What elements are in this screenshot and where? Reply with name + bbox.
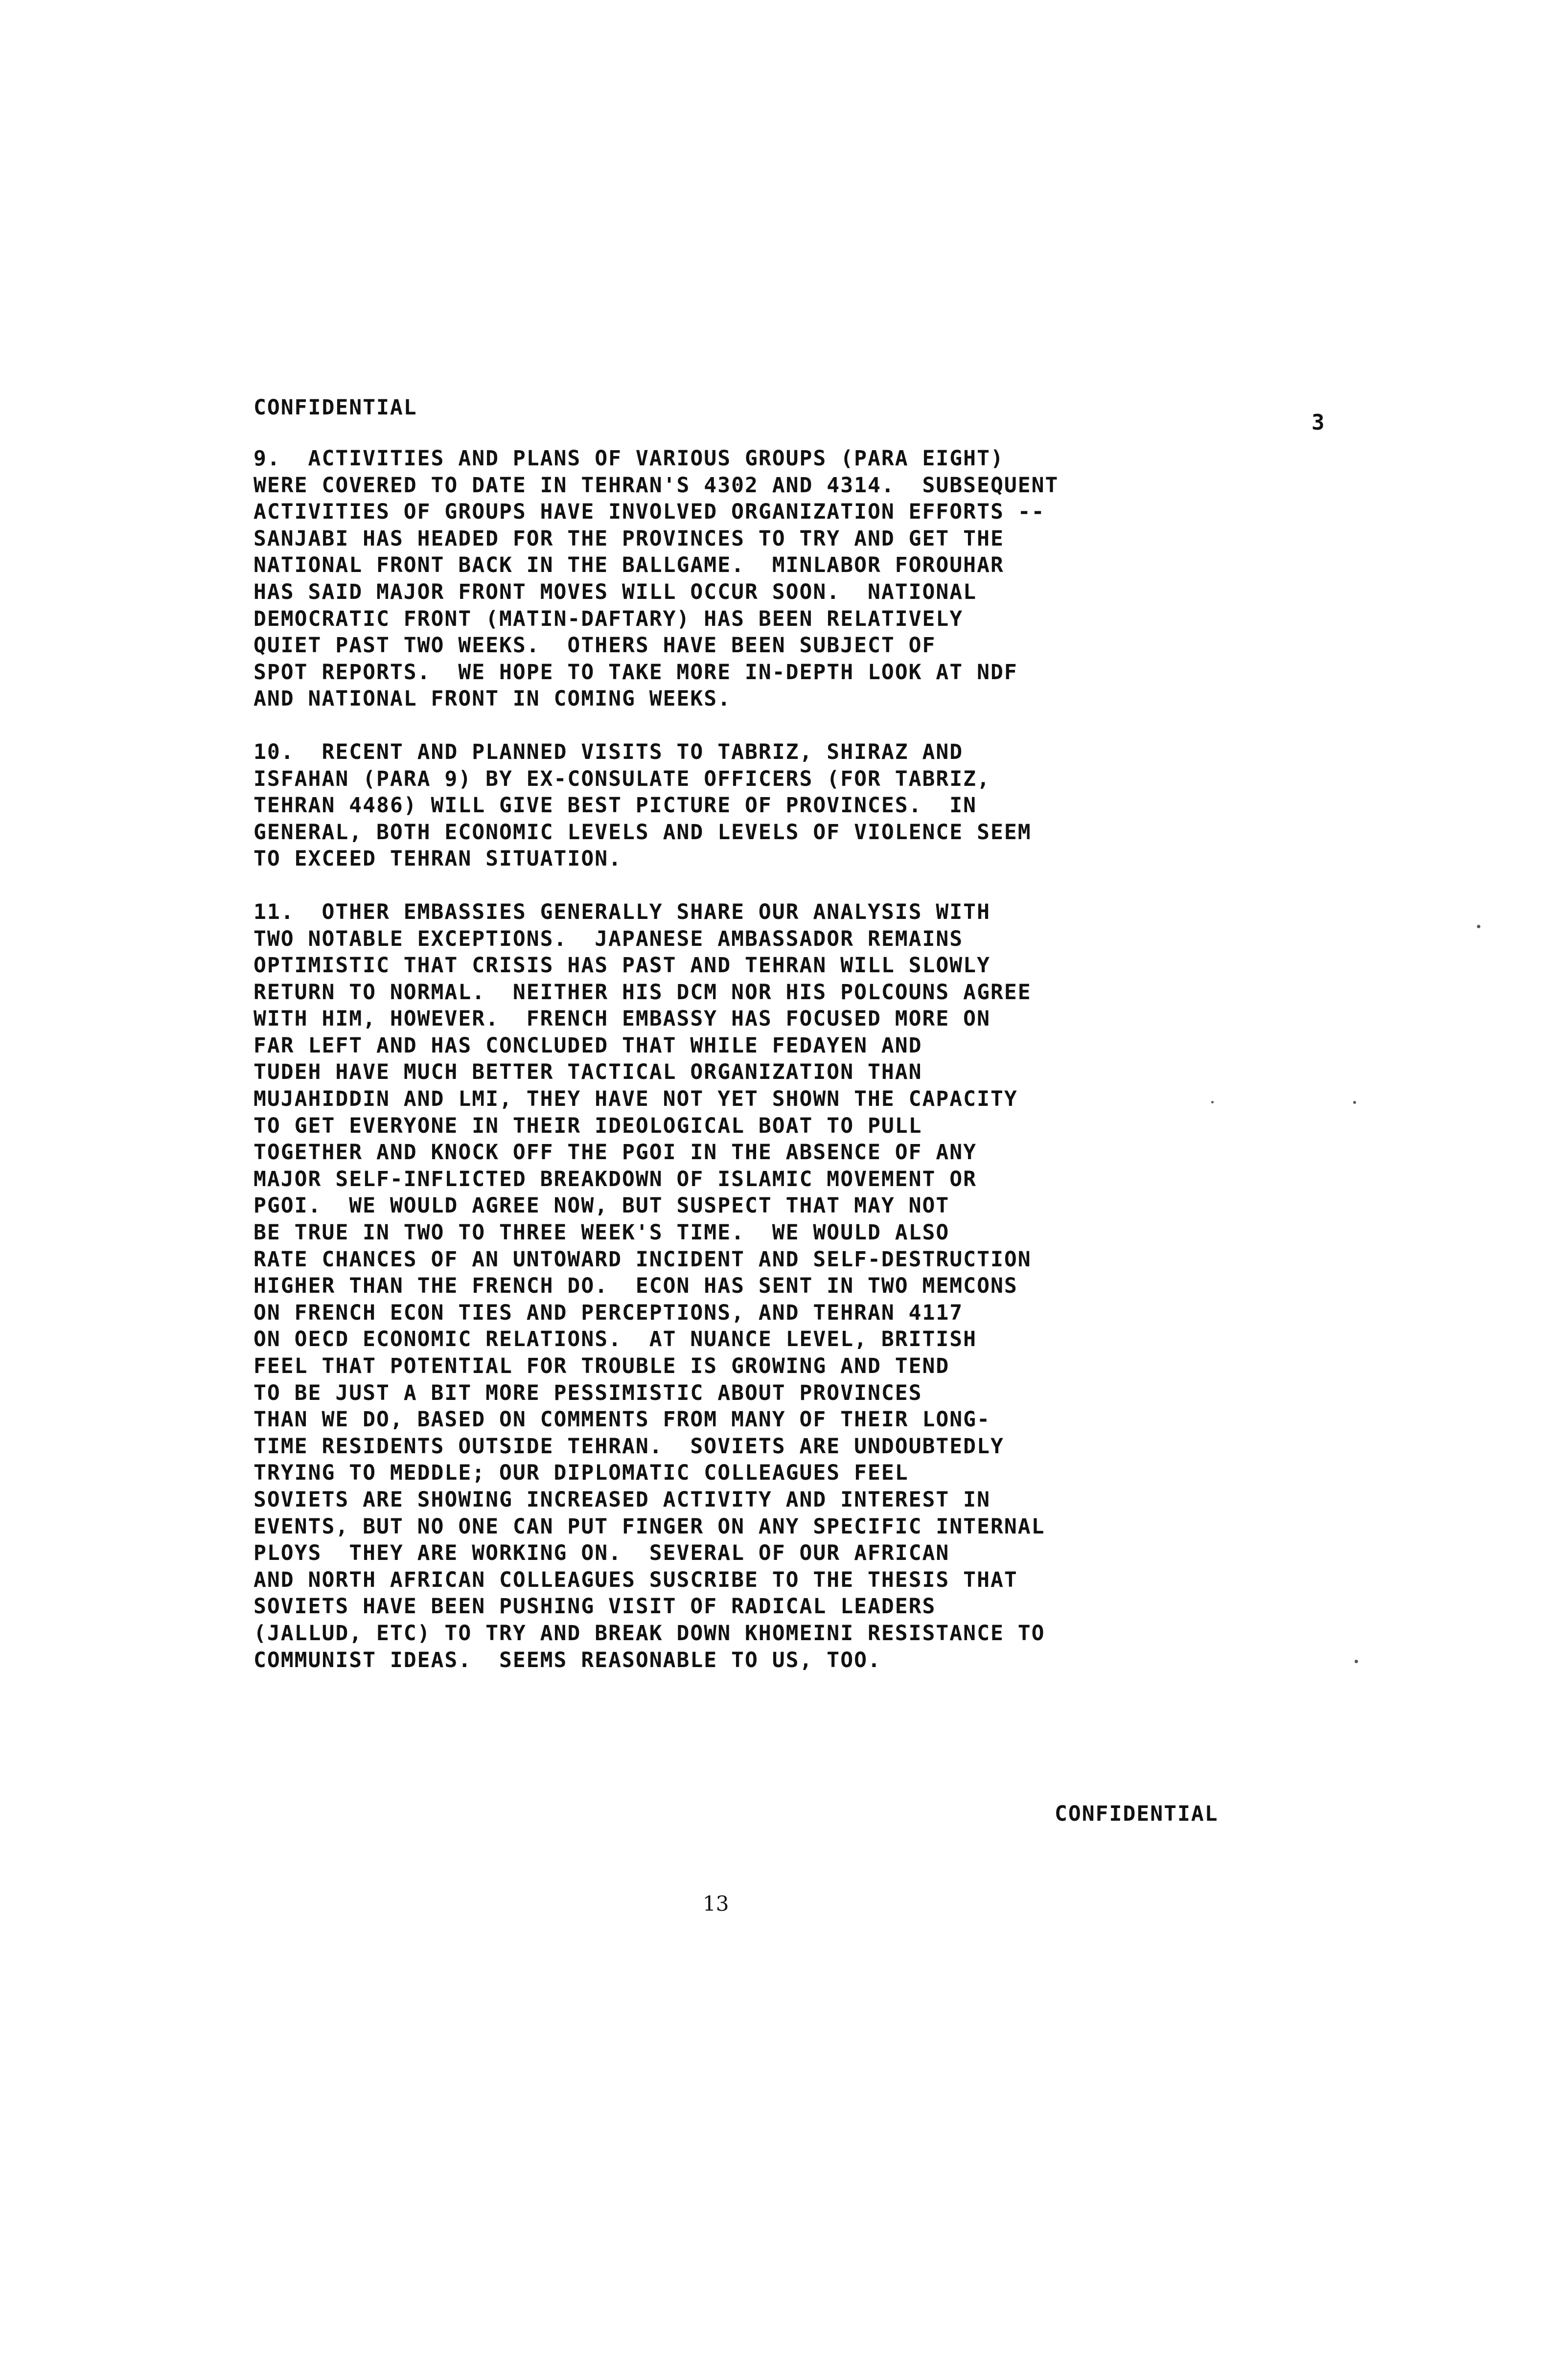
paragraph [253, 739, 1477, 872]
text-line: RETURN TO NORMAL. NEITHER HIS DCM NOR HIS POLCOUNS AGREE [253, 980, 1032, 1005]
text-line: 9. ACTIVITIES AND PLANS OF VARIOUS GROUPS (PARA EIGHT) [253, 446, 1004, 471]
page-number-bottom: 13 [703, 1892, 729, 1916]
text-line: DEMOCRATIC FRONT (MATIN-DAFTARY) HAS BEEN RELATIVELY [253, 606, 964, 631]
text-line: AND NORTH AFRICAN COLLEAGUES SUSCRIBE TO THE THESIS THAT [253, 1567, 1018, 1592]
document-body [253, 445, 1477, 1700]
text-line: MUJAHIDDIN AND LMI, THEY HAVE NOT YET SHOWN THE CAPACITY [253, 1087, 1018, 1112]
paragraph [253, 899, 1477, 1673]
page-number-top: 3 [1312, 410, 1325, 435]
text-line: (JALLUD, ETC) TO TRY AND BREAK DOWN KHOMEINI RESISTANCE TO [253, 1621, 1045, 1646]
text-line: BE TRUE IN TWO TO THREE WEEK'S TIME. WE WOULD ALSO [253, 1220, 950, 1245]
text-line: PGOI. WE WOULD AGREE NOW, BUT SUSPECT THAT MAY NOT [253, 1193, 950, 1218]
text-line: GENERAL, BOTH ECONOMIC LEVELS AND LEVELS OF VIOLENCE SEEM [253, 820, 1032, 845]
scan-speck [1477, 925, 1480, 928]
classification-header: CONFIDENTIAL [253, 395, 417, 420]
text-line: FEEL THAT POTENTIAL FOR TROUBLE IS GROWING AND TEND [253, 1354, 950, 1378]
text-line: TEHRAN 4486) WILL GIVE BEST PICTURE OF PROVINCES. IN [253, 793, 977, 818]
scan-speck [1355, 1660, 1358, 1663]
text-line: TWO NOTABLE EXCEPTIONS. JAPANESE AMBASSADOR REMAINS [253, 926, 964, 951]
text-line: RATE CHANCES OF AN UNTOWARD INCIDENT AND SELF-DESTRUCTION [253, 1247, 1032, 1272]
scan-speck [1353, 1101, 1356, 1104]
text-line: SOVIETS HAVE BEEN PUSHING VISIT OF RADICAL LEADERS [253, 1594, 936, 1619]
text-line: TIME RESIDENTS OUTSIDE TEHRAN. SOVIETS ARE UNDOUBTEDLY [253, 1434, 1004, 1459]
text-line: OPTIMISTIC THAT CRISIS HAS PAST AND TEHRAN WILL SLOWLY [253, 953, 990, 978]
text-line: PLOYS THEY ARE WORKING ON. SEVERAL OF OUR AFRICAN [253, 1541, 950, 1566]
text-line: TUDEH HAVE MUCH BETTER TACTICAL ORGANIZATION THAN [253, 1060, 922, 1085]
text-line: WITH HIM, HOWEVER. FRENCH EMBASSY HAS FOCUSED MORE ON [253, 1007, 990, 1031]
text-line: SPOT REPORTS. WE HOPE TO TAKE MORE IN-DEPTH LOOK AT NDF [253, 660, 1018, 685]
classification-footer: CONFIDENTIAL [1055, 1802, 1219, 1826]
text-line: NATIONAL FRONT BACK IN THE BALLGAME. MINLABOR FOROUHAR [253, 553, 1004, 578]
text-line: 11. OTHER EMBASSIES GENERALLY SHARE OUR ANALYSIS WITH [253, 899, 990, 924]
text-line: THAN WE DO, BASED ON COMMENTS FROM MANY OF THEIR LONG- [253, 1407, 990, 1432]
text-line: TO BE JUST A BIT MORE PESSIMISTIC ABOUT PROVINCES [253, 1380, 922, 1405]
text-line: 10. RECENT AND PLANNED VISITS TO TABRIZ, SHIRAZ AND [253, 739, 964, 764]
text-line: MAJOR SELF-INFLICTED BREAKDOWN OF ISLAMIC MOVEMENT OR [253, 1167, 977, 1191]
text-line: QUIET PAST TWO WEEKS. OTHERS HAVE BEEN SUBJECT OF [253, 633, 936, 658]
paragraph [253, 445, 1477, 712]
text-line: ON FRENCH ECON TIES AND PERCEPTIONS, AND TEHRAN 4117 [253, 1300, 964, 1325]
text-line: TO GET EVERYONE IN THEIR IDEOLOGICAL BOAT TO PULL [253, 1113, 922, 1138]
text-line: HAS SAID MAJOR FRONT MOVES WILL OCCUR SOON. NATIONAL [253, 579, 977, 604]
text-line: WERE COVERED TO DATE IN TEHRAN'S 4302 AND 4314. SUBSEQUENT [253, 473, 1059, 498]
text-line: TOGETHER AND KNOCK OFF THE PGOI IN THE ABSENCE OF ANY [253, 1140, 977, 1165]
text-line: ACTIVITIES OF GROUPS HAVE INVOLVED ORGANIZATION EFFORTS -- [253, 500, 1045, 525]
text-line: HIGHER THAN THE FRENCH DO. ECON HAS SENT IN TWO MEMCONS [253, 1274, 1018, 1299]
text-line: AND NATIONAL FRONT IN COMING WEEKS. [253, 687, 732, 711]
text-line: TO EXCEED TEHRAN SITUATION. [253, 847, 622, 871]
scan-speck [1211, 1101, 1214, 1103]
text-line: EVENTS, BUT NO ONE CAN PUT FINGER ON ANY SPECIFIC INTERNAL [253, 1514, 1045, 1539]
text-line: SANJABI HAS HEADED FOR THE PROVINCES TO TRY AND GET THE [253, 526, 1004, 551]
text-line: SOVIETS ARE SHOWING INCREASED ACTIVITY AND INTEREST IN [253, 1487, 990, 1512]
text-line: ISFAHAN (PARA 9) BY EX-CONSULATE OFFICERS (FOR TABRIZ, [253, 766, 990, 791]
text-line: ON OECD ECONOMIC RELATIONS. AT NUANCE LEVEL, BRITISH [253, 1327, 977, 1352]
text-line: TRYING TO MEDDLE; OUR DIPLOMATIC COLLEAGUES FEEL [253, 1461, 909, 1486]
text-line: FAR LEFT AND HAS CONCLUDED THAT WHILE FEDAYEN AND [253, 1033, 922, 1058]
text-line: COMMUNIST IDEAS. SEEMS REASONABLE TO US, TOO. [253, 1648, 881, 1672]
